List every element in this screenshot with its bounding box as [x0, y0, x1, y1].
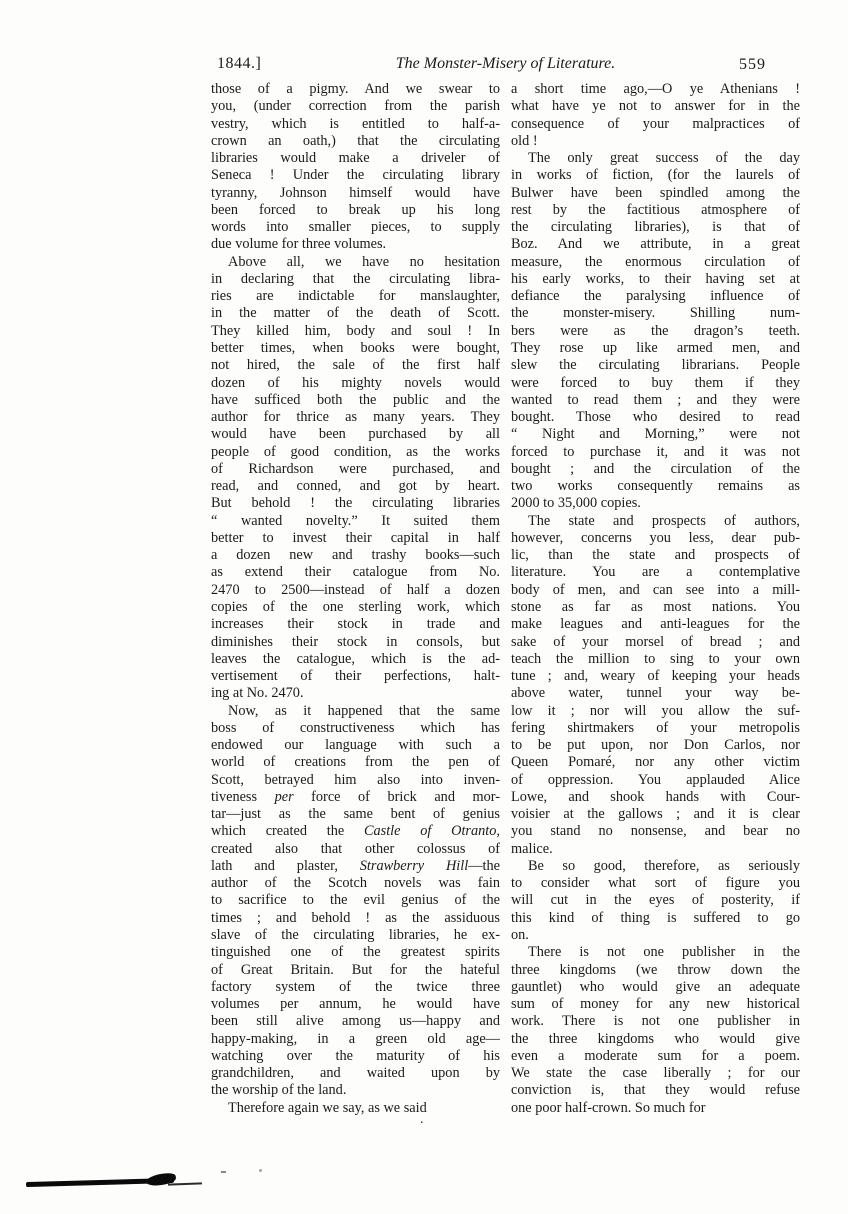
text-line: the worship of the land. — [211, 1082, 347, 1099]
text-line: world of creations from the pen of — [211, 754, 500, 771]
text-line: “ wanted novelty.” It suited them — [211, 512, 500, 529]
text-line: gauntlet) who would give an adequate — [511, 978, 800, 995]
text-line: forced to purchase it, and it was not — [511, 443, 800, 460]
text-line: teach the million to sing to your own — [511, 650, 800, 667]
text-line: have sufficed both the public and the — [211, 391, 500, 408]
text-line: Be so good, therefore, as seriously — [528, 857, 800, 874]
text-line: diminishes their stock in consols, but — [211, 633, 500, 650]
text-line: They rose up like armed men, and — [511, 339, 800, 356]
text-line: words into smaller pieces, to supply — [211, 219, 500, 236]
text-line: dozen of his mighty novels would — [211, 374, 500, 391]
text-line: lath and plaster, Strawberry Hill—the — [211, 857, 500, 874]
text-line: Boz. And we attribute, in a great — [511, 236, 800, 253]
text-line: malice. — [511, 840, 553, 857]
text-line: his early works, to their having set at — [511, 270, 800, 287]
text-line: tinguished one of the greatest spirits — [211, 944, 500, 961]
text-line: vestry, which is entitled to half-a- — [211, 115, 500, 132]
running-title: The Monster-Misery of Literature. — [395, 55, 616, 72]
text-line: however, concerns you less, dear pub- — [511, 529, 800, 546]
text-line: make leagues and anti-leagues for the — [511, 616, 800, 633]
text-line: been forced to break up his long — [211, 201, 500, 218]
text-line: rest by the factitious atmosphere of — [511, 201, 800, 218]
text-line: this kind of thing is suffered to go — [511, 909, 800, 926]
text-line: the circulating libraries), is that of — [511, 219, 800, 236]
text-line: of Richardson were purchased, and — [211, 460, 500, 477]
header-year: 1844.] — [217, 55, 262, 72]
text-line: old ! — [511, 132, 538, 149]
text-line: bers were as the dragon’s teeth. — [511, 322, 800, 339]
text-line: were forced to buy them if they — [511, 374, 800, 391]
text-line: endowed our language with such a — [211, 737, 500, 754]
text-line: slew the circulating librarians. People — [511, 357, 800, 374]
text-line: even a moderate sum for a poem. — [511, 1047, 800, 1064]
text-line: of Great Britain. But for the hateful — [211, 961, 500, 978]
text-line: times ; and behold ! as the assiduous — [211, 909, 500, 926]
text-line: sake of your morsel of bread ; and — [511, 633, 800, 650]
text-line: “ Night and Morning,” were not — [511, 426, 800, 443]
paragraph — [511, 81, 800, 150]
paragraph — [511, 944, 800, 1117]
text-line: wanted to read them ; and they were — [511, 391, 800, 408]
text-line: copies of the one sterling work, which — [211, 598, 500, 615]
text-line: stone as far as most nations. You — [511, 598, 800, 615]
paragraph — [511, 513, 800, 858]
text-line: two works consequently remains as — [511, 478, 800, 495]
text-line: We state the case liberally ; for our — [511, 1065, 800, 1082]
text-line: you, (under correction from the parish — [211, 98, 500, 115]
text-line: bought ; and the circulation of the — [511, 460, 800, 477]
text-line: a short time ago,—O ye Athenians ! — [511, 81, 800, 97]
ink-bar — [26, 1178, 174, 1187]
text-line: of oppression. You applauded Alice — [511, 771, 800, 788]
text-line: above water, tunnel your way be- — [511, 685, 800, 702]
printer-mark: . — [420, 1112, 424, 1127]
text-line: author for thrice as many years. They — [211, 409, 500, 426]
text-line: will cut in the eyes of posterity, if — [511, 892, 800, 909]
text-line: voisier at the gallows ; and it is clear — [511, 806, 800, 823]
text-line: body of men, and can see into a mill- — [511, 581, 800, 598]
text-line: one poor half-crown. So much for — [511, 1099, 706, 1116]
text-line: crown an oath,) that the circulating — [211, 132, 500, 149]
text-line: But behold ! the circulating libraries — [211, 495, 500, 512]
text-line: boss of constructiveness which has — [211, 719, 500, 736]
left-column — [211, 81, 500, 1117]
text-line: 2470 to 2500—instead of half a dozen — [211, 581, 500, 598]
text-line: There is not one publisher in the — [528, 944, 800, 961]
paragraph — [211, 81, 500, 254]
text-line: been still alive among us—happy and — [211, 1013, 500, 1030]
text-line: increases their stock in trade and — [211, 616, 500, 633]
text-line: literature. You are a contemplative — [511, 564, 800, 581]
text-line: the monster-misery. Shilling num- — [511, 305, 800, 322]
paragraph — [511, 858, 800, 944]
text-line: read, and conned, and got by heart. — [211, 478, 500, 495]
text-line: Bulwer have been spindled among the — [511, 184, 800, 201]
text-block — [211, 81, 800, 1117]
text-line: not hired, the sale of the first half — [211, 357, 500, 374]
text-line: defiance the paralysing influence of — [511, 288, 800, 305]
text-line: better to invest their capital in half — [211, 529, 500, 546]
paragraph — [211, 703, 500, 1100]
text-line: watching over the maturity of his — [211, 1047, 500, 1064]
text-line: people of good condition, as the works — [211, 443, 500, 460]
text-line: libraries would make a driveler of — [211, 150, 500, 167]
text-line: tar—just as the same bent of genius — [211, 806, 500, 823]
paragraph — [211, 254, 500, 703]
text-line: ries are indictable for manslaughter, — [211, 288, 500, 305]
right-column — [511, 81, 800, 1117]
text-line: tune ; and, weary of keeping your heads — [511, 668, 800, 685]
text-line: created also that other colossus of — [211, 840, 500, 857]
text-line: sum of money for any new historical — [511, 996, 800, 1013]
text-line: tyranny, Johnson himself would have — [211, 184, 500, 201]
text-line: low it ; nor will you allow the suf- — [511, 702, 800, 719]
text-line: in declaring that the circulating libra- — [211, 270, 500, 287]
text-line: which created the Castle of Otranto, — [211, 823, 500, 840]
text-line: what have ye not to answer for in the — [511, 98, 800, 115]
text-line: Now, as it happened that the same — [228, 702, 500, 719]
text-line: conviction is, that they would refuse — [511, 1082, 800, 1099]
page-header — [211, 55, 800, 77]
text-line: leaves the catalogue, which is the ad- — [211, 650, 500, 667]
text-line: The only great success of the day — [528, 150, 800, 167]
text-line: Seneca ! Under the circulating library — [211, 167, 500, 184]
text-line: fering shirtmakers of your metropolis — [511, 719, 800, 736]
text-line: slave of the circulating libraries, he ex- — [211, 927, 500, 944]
text-line: measure, the enormous circulation of — [511, 253, 800, 270]
ink-smudge-artifact — [26, 1172, 186, 1190]
text-line: factory system of the twice three — [211, 978, 500, 995]
text-line: in the matter of the death of Scott. — [211, 305, 500, 322]
text-line: Lowe, and shook hands with Cour- — [511, 788, 800, 805]
text-line: to be put upon, nor Don Carlos, nor — [511, 737, 800, 754]
text-line: the three kingdoms who would give — [511, 1030, 800, 1047]
text-line: Above all, we have no hesitation — [228, 253, 500, 270]
text-line: vertisement of their perfections, halt- — [211, 668, 500, 685]
text-line: consequence of your malpractices of — [511, 115, 800, 132]
text-line: work. There is not one publisher in — [511, 1013, 800, 1030]
text-line: in works of fiction, (for the laurels of — [511, 167, 800, 184]
text-line: would have been purchased by all — [211, 426, 500, 443]
page-number: 559 — [739, 56, 766, 73]
text-line: The state and prospects of authors, — [528, 512, 800, 529]
text-line: ing at No. 2470. — [211, 685, 304, 702]
text-line: They killed him, body and soul ! In — [211, 322, 500, 339]
text-line: a dozen new and trashy books—such — [211, 547, 500, 564]
text-line: you stand no nonsense, and bear no — [511, 823, 800, 840]
text-line: tiveness per force of brick and mor- — [211, 788, 500, 805]
text-line: due volume for three volumes. — [211, 236, 387, 253]
text-line: Therefore again we say, as we said — [228, 1099, 427, 1116]
text-line: happy-making, in a green old age— — [211, 1030, 500, 1047]
scan-speck — [259, 1169, 262, 1172]
text-line: Queen Pomaré, nor any other victim — [511, 754, 800, 771]
text-line: on. — [511, 927, 529, 944]
text-line: bought. Those who desired to read — [511, 409, 800, 426]
text-line: lic, than the state and prospects of — [511, 547, 800, 564]
text-line: 2000 to 35,000 copies. — [511, 495, 641, 512]
text-line: Scott, betrayed him also into inven- — [211, 771, 500, 788]
text-line: volumes per annum, he would have — [211, 996, 500, 1013]
text-line: grandchildren, and waited upon by — [211, 1065, 500, 1082]
text-line: as extend their catalogue from No. — [211, 564, 500, 581]
scan-speck — [221, 1171, 226, 1173]
text-line: better times, when books were bought, — [211, 339, 500, 356]
text-line: three kingdoms (we throw down the — [511, 961, 800, 978]
text-line: to sacrifice to the evil genius of the — [211, 892, 500, 909]
ink-tail — [168, 1182, 202, 1185]
text-line: author of the Scotch novels was fain — [211, 875, 500, 892]
paragraph — [511, 150, 800, 513]
paragraph — [211, 1100, 500, 1117]
text-line: those of a pigmy. And we swear to — [211, 81, 500, 97]
text-line: to consider what sort of figure you — [511, 875, 800, 892]
